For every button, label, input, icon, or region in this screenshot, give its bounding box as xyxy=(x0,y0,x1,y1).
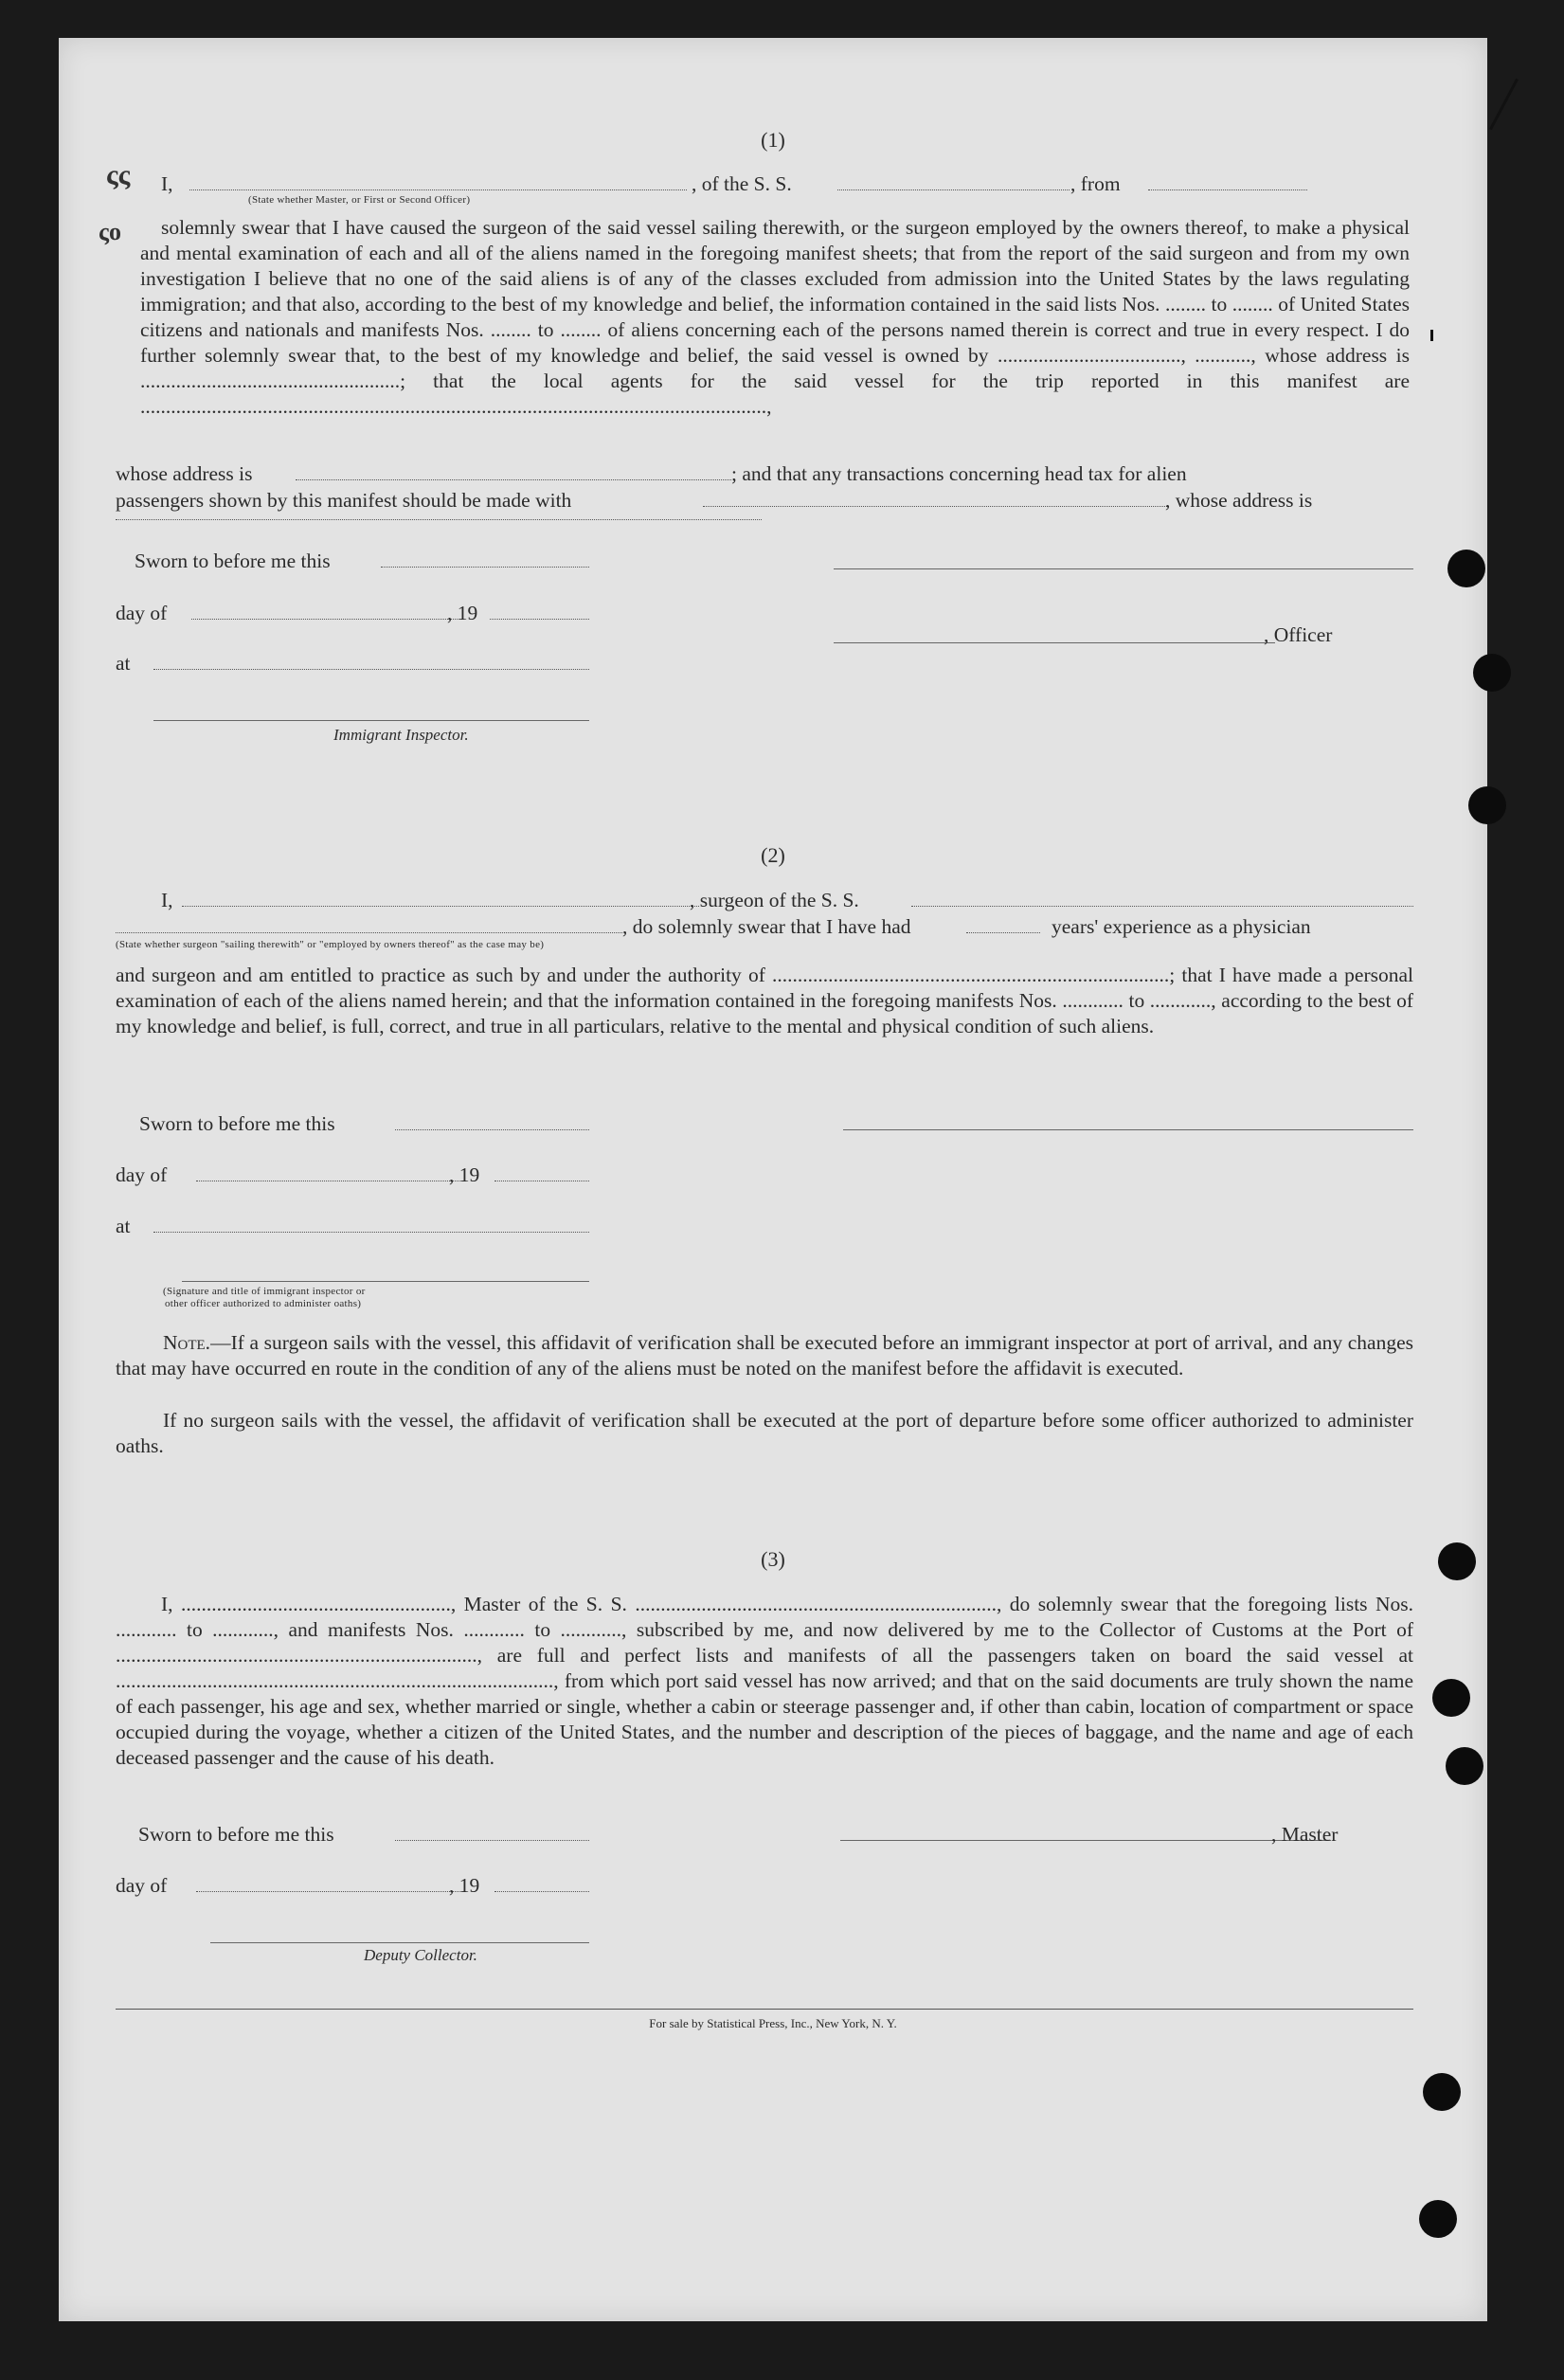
punch-hole xyxy=(1447,550,1485,587)
year-blank-1 xyxy=(490,619,589,620)
vessel-name-blank xyxy=(837,189,1070,190)
passengers-text: passengers shown by this manifest should be made with xyxy=(116,489,572,512)
day-of-label-3: day of xyxy=(116,1874,168,1897)
footer-rule xyxy=(116,2009,1413,2010)
section-1-body: solemnly swear that I have caused the surgeon of the said vessel sailing therewith, or the surgeon employed by the owners thereof, to make a physical and mental examination of each and all of the aliens named in the foregoing manifest sheets; that from the report of the said surgeon and from my own investigation I believe that no one of the said aliens is of any of the classes excluded from admission into the United States by the laws regulating immigration; and that also, according to the best of my knowledge and belief, the information contained in the said lists Nos. ........ to ........ of United States citizens and nationals and manifests Nos. ........ to ........ of aliens concerning each of the persons named therein is correct and true in every respect. I do further solemnly swear that, to the best of my knowledge and belief, the said vessel is owned by ...................................., ..........., whose address is ...................................................; that the local agents for the said vessel for the trip reported in this manifest are ..........................................................................................................................., xyxy=(140,216,1410,418)
section-1-i: I, xyxy=(161,172,173,195)
surgeon-caption: (State whether surgeon "sailing therewith" or "employed by owners thereof" as the case may be) xyxy=(116,939,545,950)
sworn-label-1: Sworn to before me this xyxy=(135,550,331,572)
officer-title-line xyxy=(834,642,1275,643)
master-signature-line xyxy=(840,1840,1331,1841)
margin-mark-side: ςo xyxy=(99,218,121,245)
of-the-ss-label: , of the S. S. xyxy=(692,172,792,195)
punch-hole xyxy=(1423,2073,1461,2111)
agent-address-blank xyxy=(296,479,731,480)
whose-address-is-label: , whose address is xyxy=(1165,489,1313,512)
from-label: , from xyxy=(1070,172,1121,195)
collector-label: Deputy Collector. xyxy=(364,1946,477,1964)
years-text: years' experience as a physician xyxy=(1052,915,1311,938)
officer-caption: (State whether Master, or First or Second Officer) xyxy=(248,194,471,206)
year-label-2: , 19 xyxy=(449,1163,480,1186)
note-text: —If a surgeon sails with the vessel, this affidavit of verification shall be executed before an immigrant inspector at port of arrival, and any changes that may have occurred en route in the condition of any of the aliens must be noted on the manifest before the affidavit is executed. xyxy=(116,1331,1413,1379)
officer-name-blank xyxy=(189,189,687,190)
collector-signature-line xyxy=(210,1942,589,1943)
head-tax-text: ; and that any transactions concerning head tax for alien xyxy=(731,462,1187,485)
punch-hole xyxy=(1438,1542,1476,1580)
head-tax-address-blank xyxy=(116,519,762,520)
section-3-body: I, ....................................................., Master of the S. S. ......................................................................., do solemnly swear that the foregoing lists Nos. ............ to ............, and manifests Nos. ............ to ............, subscribed by me, and now delivered by me to the Collector of Customs at the Port of ......................................................................., are full and perfect lists and manifests of all the passengers taken on board the said vessel at ......................................................................................, from which port said vessel has now arrived; and that on the said documents are truly shown the name of each passenger, his age and sex, whether married or single, whether a cabin or steerage passenger and, if other than cabin, location of compartment or space occupied during the voyage, whether a citizen of the United States, and the number and description of the pieces of baggage, and the name and age of each deceased passenger and the cause of his death. xyxy=(116,1593,1413,1769)
note-paragraph xyxy=(116,1330,1413,1381)
surgeon-vessel-blank xyxy=(911,906,1413,907)
officer-label: , Officer xyxy=(1264,623,1333,646)
sworn-date-blank-3 xyxy=(395,1840,589,1841)
year-label-1: , 19 xyxy=(447,602,478,624)
note-label: Note. xyxy=(163,1331,211,1354)
whose-address-label: whose address is xyxy=(116,462,253,485)
at-blank-2 xyxy=(153,1232,589,1233)
scan-mark xyxy=(1430,330,1433,341)
sworn-label-2: Sworn to before me this xyxy=(139,1112,335,1135)
at-label-2: at xyxy=(116,1215,131,1237)
document-page xyxy=(59,38,1487,2321)
surgeon-signature-line xyxy=(843,1129,1413,1130)
section-2-number: (2) xyxy=(761,843,785,867)
day-of-blank-3 xyxy=(196,1891,463,1892)
section-3-number: (3) xyxy=(761,1547,785,1571)
printer-footer: For sale by Statistical Press, Inc., New York, N. Y. xyxy=(649,2016,897,2030)
section-1-number: (1) xyxy=(761,128,785,152)
scan-mark xyxy=(1489,79,1519,130)
officer-signature-line xyxy=(834,568,1413,569)
surgeon-name-blank xyxy=(182,906,699,907)
master-label: , Master xyxy=(1271,1823,1339,1846)
at-blank-1 xyxy=(153,669,589,670)
inspector-signature-line xyxy=(153,720,589,721)
punch-hole xyxy=(1419,2200,1457,2238)
sig-caption-1: (Signature and title of immigrant inspector or xyxy=(163,1286,366,1297)
punch-hole xyxy=(1446,1747,1483,1785)
sworn-date-blank-2 xyxy=(395,1129,589,1130)
day-of-label-1: day of xyxy=(116,602,168,624)
section-2-body: and surgeon and am entitled to practice as such by and under the authority of ..............................................................................; that I have made a personal examination of each of the aliens named herein; and that the information contained in the foregoing manifests Nos. ............ to ............, according to the best of my knowledge and belief, is full, correct, and true in all particulars, relative to the mental and physical condition of such aliens. xyxy=(116,964,1413,1037)
year-blank-3 xyxy=(494,1891,589,1892)
at-label-1: at xyxy=(116,652,131,675)
officer-oath-signature-line xyxy=(182,1281,589,1282)
surgeon-of-label: , surgeon of the S. S. xyxy=(690,889,859,911)
years-blank xyxy=(966,932,1040,933)
day-of-label-2: day of xyxy=(116,1163,168,1186)
inspector-label: Immigrant Inspector. xyxy=(333,726,469,744)
day-of-blank-1 xyxy=(191,619,461,620)
section-2-i: I, xyxy=(161,889,173,911)
surgeon-status-blank xyxy=(116,932,622,933)
from-port-blank xyxy=(1148,189,1307,190)
sworn-date-blank-1 xyxy=(381,567,589,568)
head-tax-agent-blank xyxy=(703,506,1169,507)
punch-hole xyxy=(1473,654,1511,692)
margin-mark-top: ςς xyxy=(106,159,131,190)
year-label-3: , 19 xyxy=(449,1874,480,1897)
punch-hole xyxy=(1432,1679,1470,1717)
do-swear-text: , do solemnly swear that I have had xyxy=(622,915,911,938)
note-text-2: If no surgeon sails with the vessel, the affidavit of verification shall be executed at the port of departure before some officer authorized to administer oaths. xyxy=(116,1409,1413,1457)
sworn-label-3: Sworn to before me this xyxy=(138,1823,334,1846)
sig-caption-2: other officer authorized to administer oaths) xyxy=(165,1298,362,1309)
punch-hole xyxy=(1468,786,1506,824)
